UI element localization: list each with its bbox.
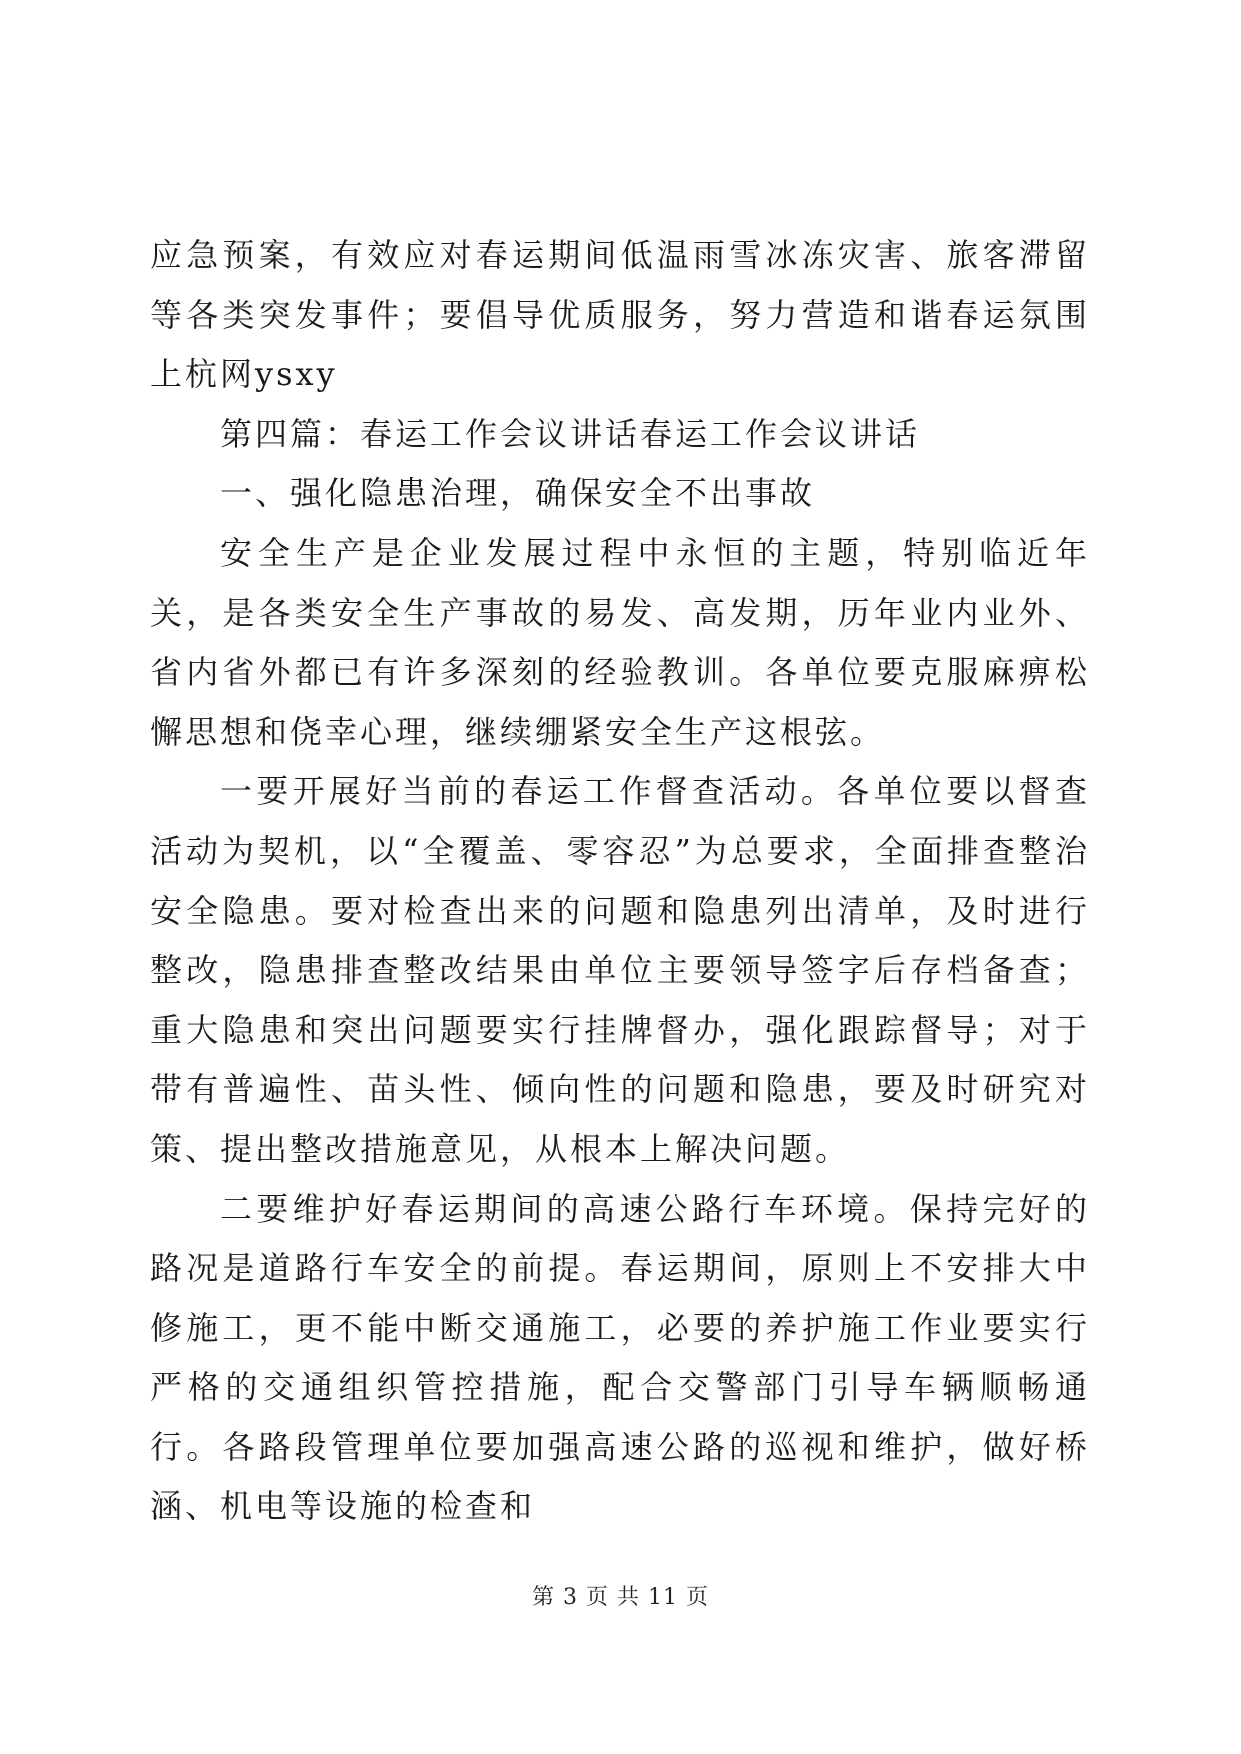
paragraph-highway: 二要维护好春运期间的高速公路行车环境。保持完好的路况是道路行车安全的前提。春运期间，原则上不安排大中修施工，更不能中断交通施工，必要的养护施工作业要实行严格的交通组织管控措施，配合交警部门引导车辆顺畅通行。各路段管理单位要加强高速公路的巡视和维护，做好桥涵、机电等设施的检查和	[150, 1189, 1090, 1526]
document-body	[150, 226, 1090, 1537]
section-heading: 第四篇：春运工作会议讲话春运工作会议讲话	[220, 414, 921, 453]
paragraph-continuation: 应急预案，有效应对春运期间低温雨雪冰冻灾害、旅客滞留等各类突发事件；要倡导优质服务，努力营造和谐春运氛围上杭网ysxy	[150, 236, 1090, 394]
page-footer: 第 3 页 共 11 页	[532, 1585, 709, 1610]
paragraph-inspection: 一要开展好当前的春运工作督查活动。各单位要以督查活动为契机，以“全覆盖、零容忍”为总要求，全面排查整治安全隐患。要对检查出来的问题和隐患列出清单，及时进行整改，隐患排查整改结果由单位主要领导签字后存档备查；重大隐患和突出问题要实行挂牌督办，强化跟踪督导；对于带有普遍性、苗头性、倾向性的问题和隐患，要及时研究对策、提出整改措施意见，从根本上解决问题。	[150, 772, 1090, 1168]
paragraph-safety: 安全生产是企业发展过程中永恒的主题，特别临近年关，是各类安全生产事故的易发、高发期，历年业内业外、省内省外都已有许多深刻的经验教训。各单位要克服麻痹松懈思想和侥幸心理，继续绷紧安全生产这根弦。	[150, 533, 1090, 751]
subsection-heading: 一、强化隐患治理，确保安全不出事故	[220, 474, 816, 513]
